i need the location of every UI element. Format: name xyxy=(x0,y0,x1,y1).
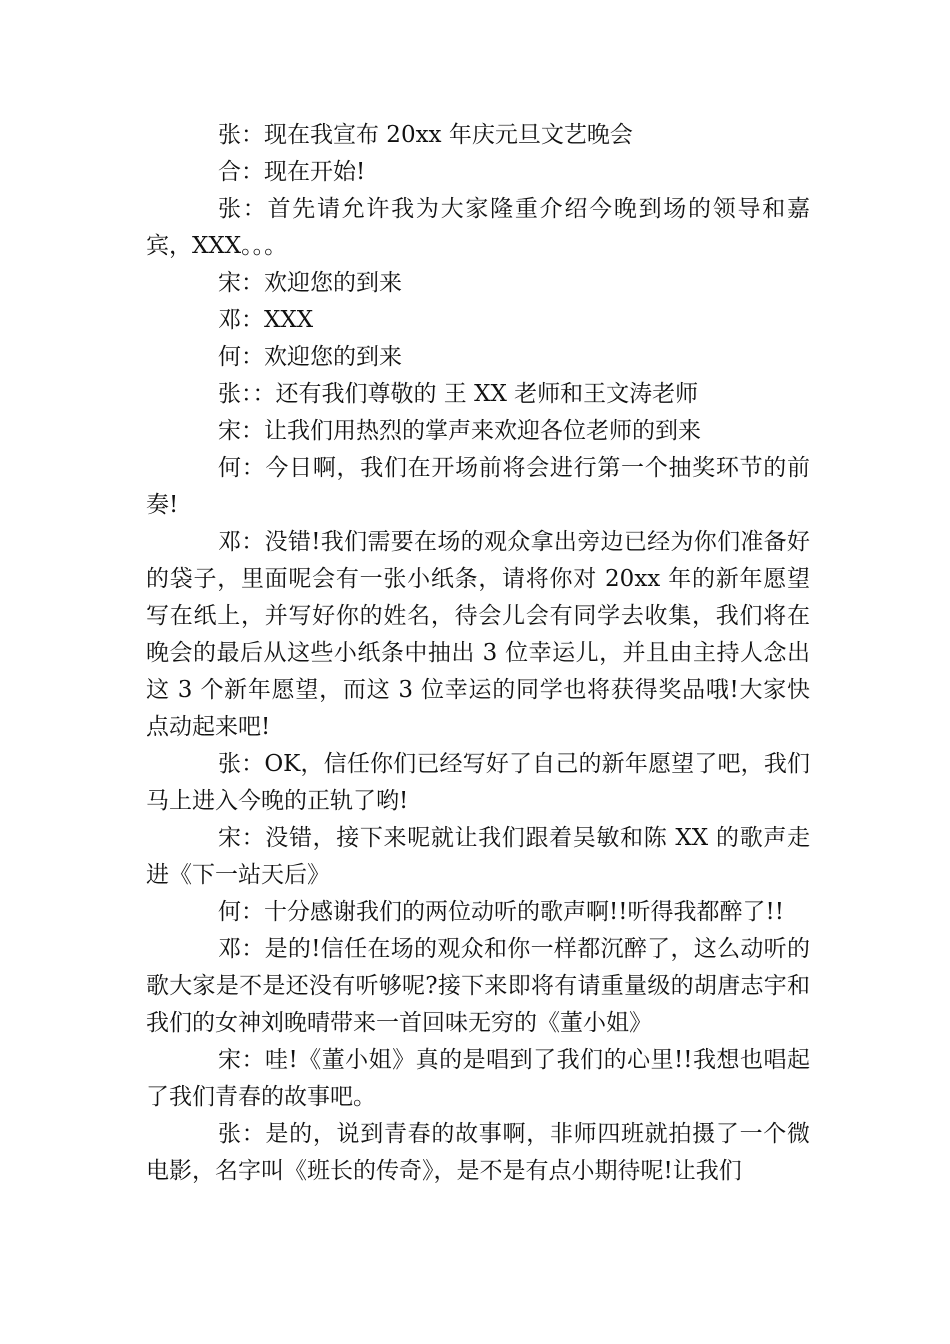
script-body xyxy=(146,117,810,1190)
paragraph-13: 何：十分感谢我们的两位动听的歌声啊!!听得我都醉了!! xyxy=(218,899,784,925)
paragraph-7: 张：：还有我们尊敬的 王 XX 老师和王文涛老师 xyxy=(218,381,699,407)
paragraph-15: 宋：哇!《董小姐》真的是唱到了我们的心里!!我想也唱起了我们青春的故事吧。 xyxy=(146,1047,810,1110)
paragraph-12: 宋：没错，接下来呢就让我们跟着吴敏和陈 XX 的歌声走进《下一站天后》 xyxy=(146,825,810,888)
paragraph-4: 宋：欢迎您的到来 xyxy=(218,270,402,296)
paragraph-6: 何：欢迎您的到来 xyxy=(218,344,402,370)
paragraph-14: 邓：是的!信任在场的观众和你一样都沉醉了，这么动听的歌大家是不是还没有听够呢?接下来即将有请重量级的胡唐志宇和我们的女神刘晚晴带来一首回味无穷的《董小姐》 xyxy=(146,936,810,1036)
paragraph-5: 邓：XXX xyxy=(218,307,314,333)
paragraph-9: 何：今日啊，我们在开场前将会进行第一个抽奖环节的前奏! xyxy=(146,455,810,518)
paragraph-11: 张：OK，信任你们已经写好了自己的新年愿望了吧，我们马上进入今晚的正轨了哟! xyxy=(146,751,810,814)
paragraph-16: 张：是的，说到青春的故事啊，非师四班就拍摄了一个微电影，名字叫《班长的传奇》，是不是有点小期待呢!让我们 xyxy=(146,1121,810,1184)
paragraph-10: 邓：没错!我们需要在场的观众拿出旁边已经为你们准备好的袋子，里面呢会有一张小纸条，请将你对 20xx 年的新年愿望写在纸上，并写好你的姓名，待会儿会有同学去收集，我们将在晚会的最后从这些小纸条中抽出 3 位幸运儿，并且由主持人念出这 3 个新年愿望，而这 3 位幸运的同学也将获得奖品哦!大家快点动起来吧! xyxy=(146,529,810,740)
paragraph-2: 合：现在开始! xyxy=(218,159,366,185)
paragraph-3: 张：首先请允许我为大家隆重介绍今晚到场的领导和嘉宾，XXX。。。 xyxy=(146,196,810,259)
paragraph-8: 宋：让我们用热烈的掌声来欢迎各位老师的到来 xyxy=(218,418,701,444)
paragraph-1: 张：现在我宣布 20xx 年庆元旦文艺晚会 xyxy=(218,122,633,148)
